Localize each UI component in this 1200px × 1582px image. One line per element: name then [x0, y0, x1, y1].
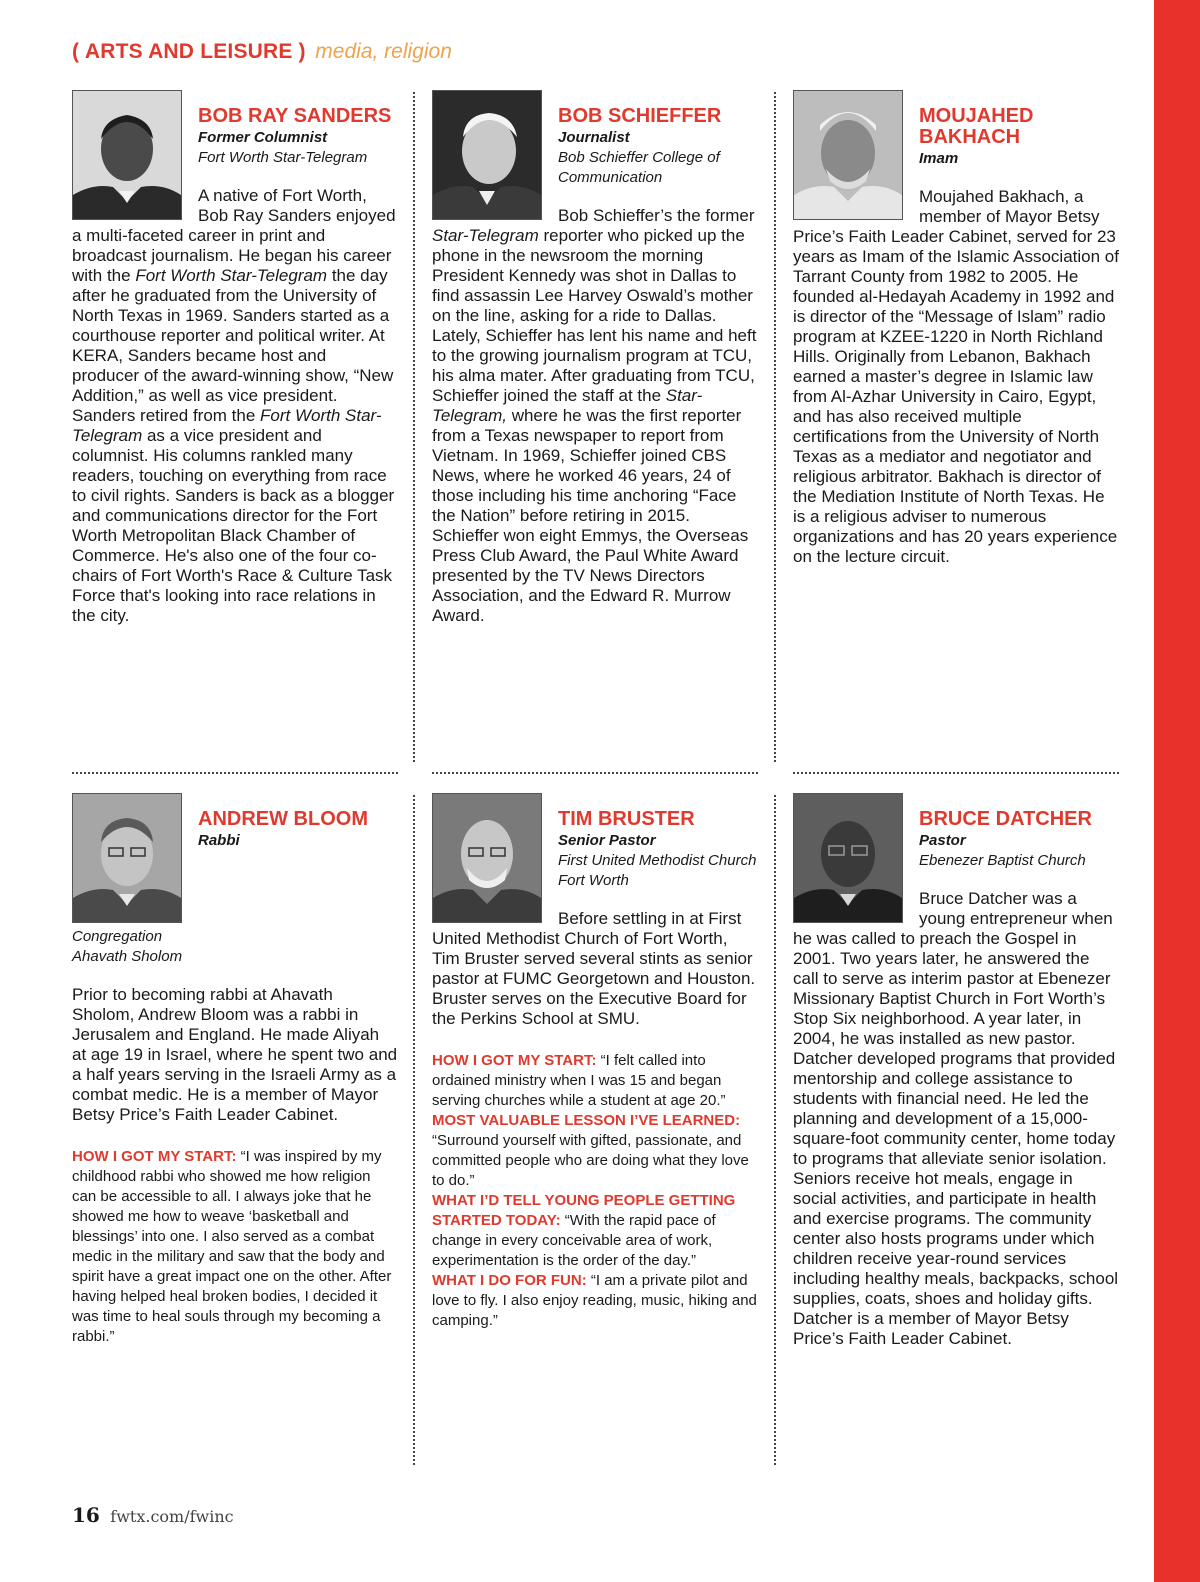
profile-role: Senior Pastor	[558, 832, 656, 849]
portrait-photo	[432, 90, 542, 220]
qa-question: WHAT I DO FOR FUN:	[432, 1272, 587, 1289]
profile-bio: Bob Schieffer’s the former Star-Telegram reporter who picked up the phone in the newsroom the morning President Kennedy was shot in Dallas to find assassin Lee Harvey Oswald’s mother on the line, asking for a ride to Dallas. Lately, Schieffer has lent his name and heft to the growing journalism program at TCU, his alma mater. After graduating from TCU, Schieffer joined the staff at the Star-Telegram, where he was the first reporter from a Texas newspaper to report from Vietnam. In 1969, Schieffer joined CBS News, where he worked 46 years, 24 of those including his time anchoring “Face the Nation” before retiring in 2015. Schieffer won eight Emmys, the Overseas Press Club Award, the Paul White Award presented by the TV News Directors Association, and the Edward R. Murrow Award.	[432, 206, 757, 625]
close-paren: )	[298, 40, 306, 63]
section-title: ARTS AND LEISURE	[84, 40, 293, 63]
column-divider	[774, 92, 776, 762]
profile-bio: Moujahed Bakhach, a member of Mayor Betsy Price’s Faith Leader Cabinet, served for 23 years as Imam of the Islamic Association of Tarrant County from 1982 to 2005. He founded al-Hedayah Academy in 1992 and is director of the “Message of Islam” radio program at KZEE-1220 in North Richland Hills. Originally from Lebanon, Bakhach earned a master’s degree in Islamic law from Al-Azhar University in Cairo, Egypt, and has also received multiple certifications from the University of North Texas as a mediator and negotiator and religious arbitrator. Bakhach is director of the Mediation Institute of North Texas. He is a religious adviser to numerous organizations and has 20 years experience on the lecture circuit.	[793, 187, 1119, 566]
profile-bruce-datcher	[793, 793, 1119, 1349]
profile-bio: Bruce Datcher was a young entrepreneur when he was called to preach the Gospel in 2001. Two years later, he answered the call to serve as interim pastor at Ebenezer Missionary Baptist Church in Fort Worth’s Stop Six neighborhood. A year later, in 2004, he was installed as new pastor. Datcher developed programs that provided mentorship and college assistance to students with financial need. He led the planning and development of a 15,000-square-foot community center, home today to programs that alleviate senior isolation. Seniors receive hot meals, engage in social activities, and participate in health and exercise programs. The community center also hosts programs under which children receive year-round services including healthy meals, backpacks, school supplies, coats, shoes and holiday gifts. Datcher is a member of Mayor Betsy Price’s Faith Leader Cabinet.	[793, 889, 1119, 1348]
profile-role: Former Columnist	[198, 129, 328, 146]
profile-role: Rabbi	[198, 832, 240, 849]
qa-answer: “I felt called into ordained ministry when I was 15 and began serving churches while a student at age 20.”	[432, 1052, 726, 1109]
profile-organization: Congregation Ahavath Sholom	[72, 928, 183, 965]
portrait-photo	[793, 90, 903, 220]
profile-organization: Fort Worth Star-Telegram	[198, 149, 368, 166]
portrait-image	[433, 794, 541, 922]
qa-question: WHAT I’D TELL YOUNG PEOPLE GETTING STARTED TODAY:	[432, 1192, 736, 1229]
qa-question: HOW I GOT MY START:	[72, 1148, 237, 1165]
qa-item	[432, 1271, 758, 1331]
profile-role: Pastor	[919, 832, 966, 849]
qa-item	[432, 1051, 758, 1111]
profile-name: TIM BRUSTER	[558, 808, 695, 830]
portrait-image	[794, 91, 902, 219]
row-divider	[793, 772, 1119, 774]
qa-question: HOW I GOT MY START:	[432, 1052, 597, 1069]
profile-role: Journalist	[558, 129, 630, 146]
qa-item	[432, 1191, 758, 1271]
profile-bob-ray-sanders	[72, 90, 398, 626]
qa-answer: “With the rapid pace of change in every conceivable area of work, experimentation is the order of the day.”	[432, 1212, 716, 1269]
footer-url[interactable]: fwtx.com/fwinc	[110, 1507, 234, 1526]
qa-answer: “I was inspired by my childhood rabbi who showed me how religion can be accessible to all. I always joke that he showed me how to weave ‘basketball and blessings’ into one. I also served as a combat medic in the military and saw that the body and spirit have a great impact one on the other. After having helped heal broken bodies, I decided it was time to heal souls through my becoming a rabbi.”	[72, 1148, 392, 1345]
profile-name: BOB RAY SANDERS	[198, 105, 392, 127]
profile-organization: Bob Schieffer College of Communication	[558, 149, 720, 186]
section-header	[72, 40, 452, 64]
portrait-image	[73, 91, 181, 219]
portrait-image	[794, 794, 902, 922]
row-divider	[72, 772, 398, 774]
profile-organization: First United Methodist Church Fort Worth	[558, 852, 757, 889]
profile-bob-schieffer	[432, 90, 758, 626]
qa-answer: “I am a private pilot and love to fly. I also enjoy reading, music, hiking and camping.”	[432, 1272, 757, 1329]
profile-bio: A native of Fort Worth, Bob Ray Sanders enjoyed a multi-faceted career in print and broadcast journalism. He began his career with the Fort Worth Star-Telegram the day after he graduated from the University of North Texas in 1969. Sanders started as a courthouse reporter and political writer. At KERA, Sanders became host and producer of the award-winning show, “New Addition,” as well as vice president. Sanders retired from the Fort Worth Star-Telegram as a vice president and columnist. His columns rankled many readers, touching on everything from race to civil rights. Sanders is back as a blogger and communications director for the Fort Worth Metropolitan Black Chamber of Commerce. He's also one of the four co-chairs of Fort Worth's Race & Culture Task Force that's looking into race relations in the city.	[72, 186, 396, 625]
qa-item	[432, 1111, 758, 1191]
qa-question: MOST VALUABLE LESSON I’VE LEARNED:	[432, 1112, 741, 1129]
portrait-photo	[793, 793, 903, 923]
profile-name: BOB SCHIEFFER	[558, 105, 722, 127]
profile-organization: Ebenezer Baptist Church	[919, 852, 1086, 869]
portrait-photo	[72, 90, 182, 220]
profile-role: Imam	[919, 150, 959, 167]
profile-tim-bruster	[432, 793, 758, 1331]
page-number: 16	[72, 1503, 100, 1527]
profile-bio: Before settling in at First United Methodist Church of Fort Worth, Tim Bruster served several stints as senior pastor at FUMC Georgetown and Houston. Bruster serves on the Executive Board for the Perkins School at SMU.	[432, 909, 756, 1028]
profile-bio: Prior to becoming rabbi at Ahavath Sholom, Andrew Bloom was a rabbi in Jerusalem and England. He made Aliyah at age 19 in Israel, where he spent two and a half years serving in the Israeli Army as a combat medic. He is a member of Mayor Betsy Price’s Faith Leader Cabinet.	[72, 985, 398, 1124]
profile-name: BRUCE DATCHER	[919, 808, 1092, 830]
open-paren: (	[72, 40, 79, 63]
portrait-photo	[72, 793, 182, 923]
page-footer	[72, 1503, 234, 1527]
column-divider	[774, 795, 776, 1465]
red-side-bar	[1154, 0, 1200, 1582]
section-subtitle: media, religion	[315, 40, 452, 63]
profile-moujahed-bakhach	[793, 90, 1119, 567]
profile-name: MOUJAHED BAKHACH	[919, 105, 1034, 148]
row-divider	[432, 772, 758, 774]
profile-name: ANDREW BLOOM	[198, 808, 368, 830]
qa-answer: “Surround yourself with gifted, passionate, and committed people who are doing what they love to do.”	[432, 1132, 749, 1189]
column-divider	[413, 92, 415, 762]
qa-item	[72, 1147, 398, 1347]
column-divider	[413, 795, 415, 1465]
portrait-photo	[432, 793, 542, 923]
portrait-image	[433, 91, 541, 219]
portrait-image	[73, 794, 181, 922]
profile-andrew-bloom	[72, 793, 398, 1347]
